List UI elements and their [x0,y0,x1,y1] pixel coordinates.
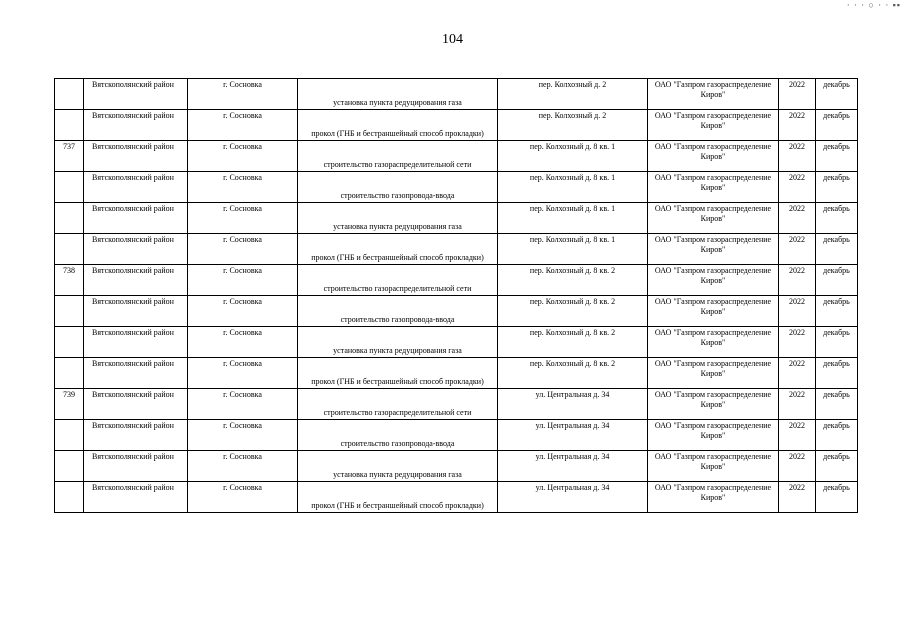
address-cell: пер. Колхозный д. 8 кв. 1 [498,203,648,234]
town-cell: г. Сосновка [188,296,298,327]
month-cell: декабрь [816,482,858,513]
table-row [55,110,858,141]
town-cell: г. Сосновка [188,482,298,513]
month-cell: декабрь [816,358,858,389]
work-type-cell: строительство газораспределительной сети [298,389,498,420]
month-cell: декабрь [816,389,858,420]
row-number [55,234,84,265]
work-type-cell: установка пункта редуцирования газа [298,79,498,110]
table-row [55,420,858,451]
work-type-cell: строительство газопровода-ввода [298,420,498,451]
table-row [55,141,858,172]
address-cell: ул. Центральная д. 34 [498,389,648,420]
scan-mark: · · · ○ · · ▪▪ [846,0,901,10]
district-cell: Вятскополянский район [84,141,188,172]
row-number: 738 [55,265,84,296]
work-type-cell: строительство газораспределительной сети [298,141,498,172]
year-cell: 2022 [779,296,816,327]
month-cell: декабрь [816,265,858,296]
month-cell: декабрь [816,110,858,141]
row-number [55,203,84,234]
year-cell: 2022 [779,327,816,358]
month-cell: декабрь [816,296,858,327]
table-row [55,358,858,389]
district-cell: Вятскополянский район [84,265,188,296]
month-cell: декабрь [816,234,858,265]
district-cell: Вятскополянский район [84,203,188,234]
year-cell: 2022 [779,451,816,482]
table-row [55,234,858,265]
district-cell: Вятскополянский район [84,172,188,203]
town-cell: г. Сосновка [188,203,298,234]
address-cell: пер. Колхозный д. 2 [498,110,648,141]
district-cell: Вятскополянский район [84,110,188,141]
district-cell: Вятскополянский район [84,420,188,451]
organization-cell: ОАО "Газпром газораспределение Киров" [648,234,779,265]
address-cell: пер. Колхозный д. 8 кв. 1 [498,172,648,203]
organization-cell: ОАО "Газпром газораспределение Киров" [648,451,779,482]
year-cell: 2022 [779,172,816,203]
month-cell: декабрь [816,79,858,110]
year-cell: 2022 [779,234,816,265]
address-cell: пер. Колхозный д. 8 кв. 2 [498,296,648,327]
town-cell: г. Сосновка [188,420,298,451]
address-cell: пер. Колхозный д. 8 кв. 1 [498,234,648,265]
year-cell: 2022 [779,203,816,234]
organization-cell: ОАО "Газпром газораспределение Киров" [648,265,779,296]
work-type-cell: прокол (ГНБ и бестраншейный способ прокладки) [298,110,498,141]
address-cell: ул. Центральная д. 34 [498,451,648,482]
row-number: 739 [55,389,84,420]
address-cell: ул. Центральная д. 34 [498,420,648,451]
organization-cell: ОАО "Газпром газораспределение Киров" [648,358,779,389]
work-type-cell: строительство газопровода-ввода [298,296,498,327]
town-cell: г. Сосновка [188,141,298,172]
year-cell: 2022 [779,265,816,296]
district-cell: Вятскополянский район [84,482,188,513]
district-cell: Вятскополянский район [84,327,188,358]
row-number [55,296,84,327]
organization-cell: ОАО "Газпром газораспределение Киров" [648,420,779,451]
district-cell: Вятскополянский район [84,358,188,389]
year-cell: 2022 [779,79,816,110]
town-cell: г. Сосновка [188,110,298,141]
district-cell: Вятскополянский район [84,451,188,482]
address-cell: ул. Центральная д. 34 [498,482,648,513]
table-row [55,203,858,234]
district-cell: Вятскополянский район [84,79,188,110]
address-cell: пер. Колхозный д. 8 кв. 2 [498,327,648,358]
row-number [55,79,84,110]
town-cell: г. Сосновка [188,234,298,265]
organization-cell: ОАО "Газпром газораспределение Киров" [648,203,779,234]
town-cell: г. Сосновка [188,172,298,203]
row-number [55,420,84,451]
work-type-cell: установка пункта редуцирования газа [298,327,498,358]
table-row [55,265,858,296]
year-cell: 2022 [779,389,816,420]
district-cell: Вятскополянский район [84,234,188,265]
table-row [55,389,858,420]
town-cell: г. Сосновка [188,451,298,482]
row-number [55,110,84,141]
month-cell: декабрь [816,451,858,482]
row-number [55,358,84,389]
work-type-cell: установка пункта редуцирования газа [298,203,498,234]
year-cell: 2022 [779,482,816,513]
row-number [55,327,84,358]
address-cell: пер. Колхозный д. 8 кв. 1 [498,141,648,172]
work-type-cell: строительство газопровода-ввода [298,172,498,203]
work-type-cell: прокол (ГНБ и бестраншейный способ прокладки) [298,482,498,513]
table-row [55,79,858,110]
organization-cell: ОАО "Газпром газораспределение Киров" [648,141,779,172]
work-type-cell: установка пункта редуцирования газа [298,451,498,482]
district-cell: Вятскополянский район [84,296,188,327]
work-type-cell: строительство газораспределительной сети [298,265,498,296]
year-cell: 2022 [779,110,816,141]
month-cell: декабрь [816,420,858,451]
table-row [55,327,858,358]
town-cell: г. Сосновка [188,265,298,296]
work-type-cell: прокол (ГНБ и бестраншейный способ прокладки) [298,234,498,265]
work-type-cell: прокол (ГНБ и бестраншейный способ прокладки) [298,358,498,389]
page-number: 104 [442,32,463,47]
organization-cell: ОАО "Газпром газораспределение Киров" [648,296,779,327]
row-number: 737 [55,141,84,172]
address-cell: пер. Колхозный д. 8 кв. 2 [498,265,648,296]
organization-cell: ОАО "Газпром газораспределение Киров" [648,79,779,110]
district-cell: Вятскополянский район [84,389,188,420]
table-row [55,296,858,327]
month-cell: декабрь [816,172,858,203]
town-cell: г. Сосновка [188,358,298,389]
year-cell: 2022 [779,420,816,451]
organization-cell: ОАО "Газпром газораспределение Киров" [648,327,779,358]
organization-cell: ОАО "Газпром газораспределение Киров" [648,172,779,203]
table-row [55,482,858,513]
address-cell: пер. Колхозный д. 8 кв. 2 [498,358,648,389]
organization-cell: ОАО "Газпром газораспределение Киров" [648,110,779,141]
town-cell: г. Сосновка [188,327,298,358]
row-number [55,451,84,482]
organization-cell: ОАО "Газпром газораспределение Киров" [648,389,779,420]
row-number [55,482,84,513]
month-cell: декабрь [816,141,858,172]
plan-table [54,78,858,513]
month-cell: декабрь [816,203,858,234]
table-row [55,451,858,482]
town-cell: г. Сосновка [188,389,298,420]
address-cell: пер. Колхозный д. 2 [498,79,648,110]
month-cell: декабрь [816,327,858,358]
year-cell: 2022 [779,141,816,172]
table-row [55,172,858,203]
row-number [55,172,84,203]
organization-cell: ОАО "Газпром газораспределение Киров" [648,482,779,513]
town-cell: г. Сосновка [188,79,298,110]
year-cell: 2022 [779,358,816,389]
